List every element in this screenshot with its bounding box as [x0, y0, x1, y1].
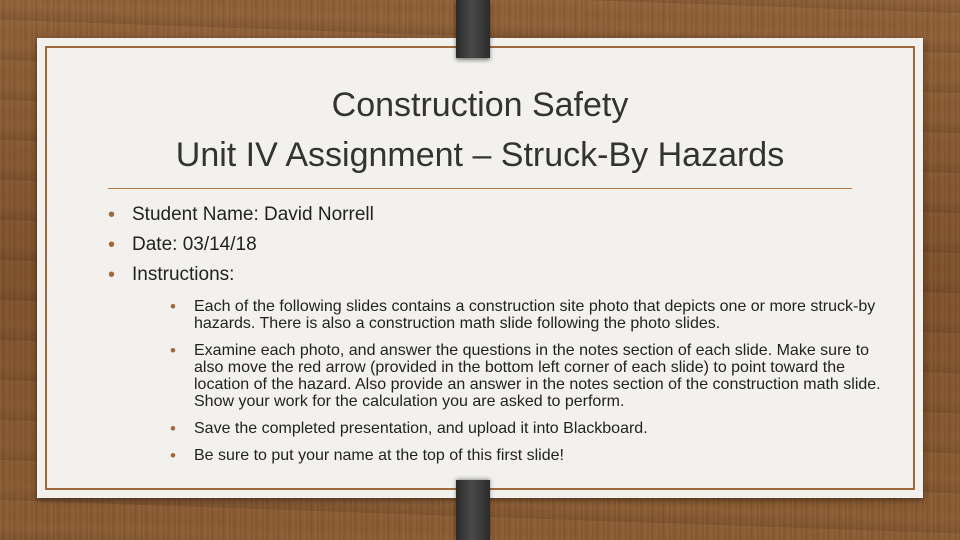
instruction-item: • Examine each photo, and answer the questions in the notes section of each slide. Make sure to also move the red arrow (provided in the bottom left corner of each slide) to point toward the location of the hazard. Also provide an answer in the notes section of the construction math slide. Show your work for the calculation you are asked to perform. — [170, 342, 884, 410]
instructions-list — [132, 298, 881, 464]
bullet-instructions — [108, 260, 881, 464]
bullet-list — [108, 200, 881, 474]
instructions-label: Instructions: — [132, 264, 235, 285]
instruction-item: • Each of the following slides contains a construction site photo that depicts one or more struck-by hazards. There is also a construction math slide following the photo slides. — [170, 298, 884, 332]
binder-clip-top — [456, 0, 490, 58]
bullet-student-name: • Student Name: David Norrell — [108, 200, 868, 230]
instruction-item: • Save the completed presentation, and upload it into Blackboard. — [170, 420, 884, 437]
slide-subtitle: Unit IV Assignment – Struck-By Hazards — [175, 136, 785, 174]
title-divider — [108, 188, 852, 189]
binder-clip-bottom — [456, 480, 490, 540]
slide-title: Construction Safety — [331, 86, 629, 124]
bullet-date: • Date: 03/14/18 — [108, 230, 868, 260]
instruction-item: • Be sure to put your name at the top of this first slide! — [170, 447, 884, 464]
